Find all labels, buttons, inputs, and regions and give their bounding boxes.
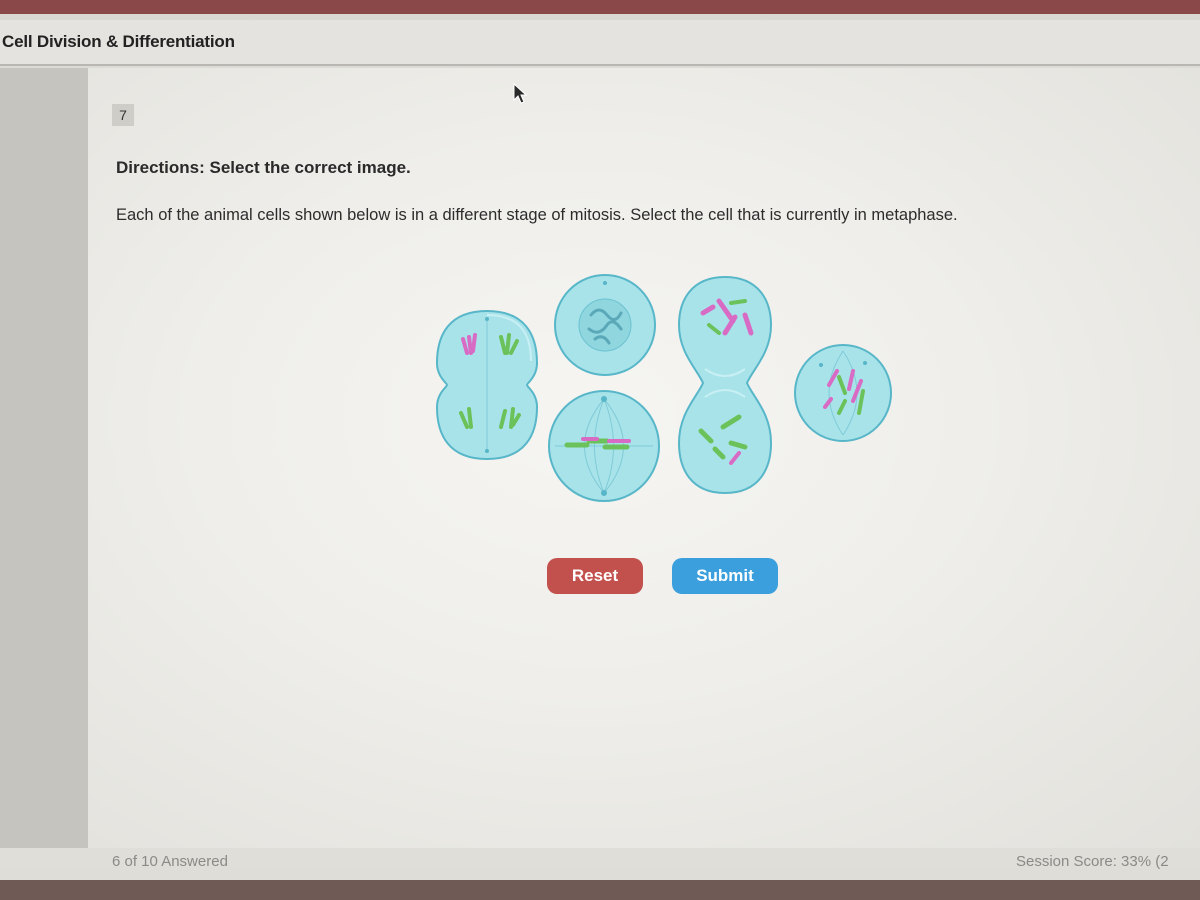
left-sidebar <box>0 68 88 848</box>
round-cell-icon[interactable] <box>791 341 895 445</box>
submit-button[interactable]: Submit <box>672 558 778 594</box>
browser-top-bar <box>0 0 1200 14</box>
cell-images <box>425 265 905 510</box>
pinching-cell-icon[interactable] <box>675 273 775 497</box>
question-number: 7 <box>112 104 134 126</box>
directions-text: Directions: Select the correct image. <box>116 158 411 177</box>
mouse-cursor-icon <box>512 82 528 104</box>
dividing-cell-icon[interactable] <box>433 305 541 465</box>
round-cell-icon[interactable] <box>551 271 659 379</box>
reset-button[interactable]: Reset <box>547 558 643 594</box>
bottom-bezel <box>0 880 1200 900</box>
spindle-cell-icon[interactable] <box>545 387 663 505</box>
title-bar <box>0 20 1200 66</box>
answered-count: 6 of 10 Answered <box>112 853 228 870</box>
session-score: Session Score: 33% (2 <box>1016 853 1169 870</box>
question-text: Each of the animal cells shown below is in a different stage of mitosis. Select the cell that is currently in metaphase. <box>116 206 958 224</box>
app-title: Cell Division & Differentiation <box>2 32 235 51</box>
